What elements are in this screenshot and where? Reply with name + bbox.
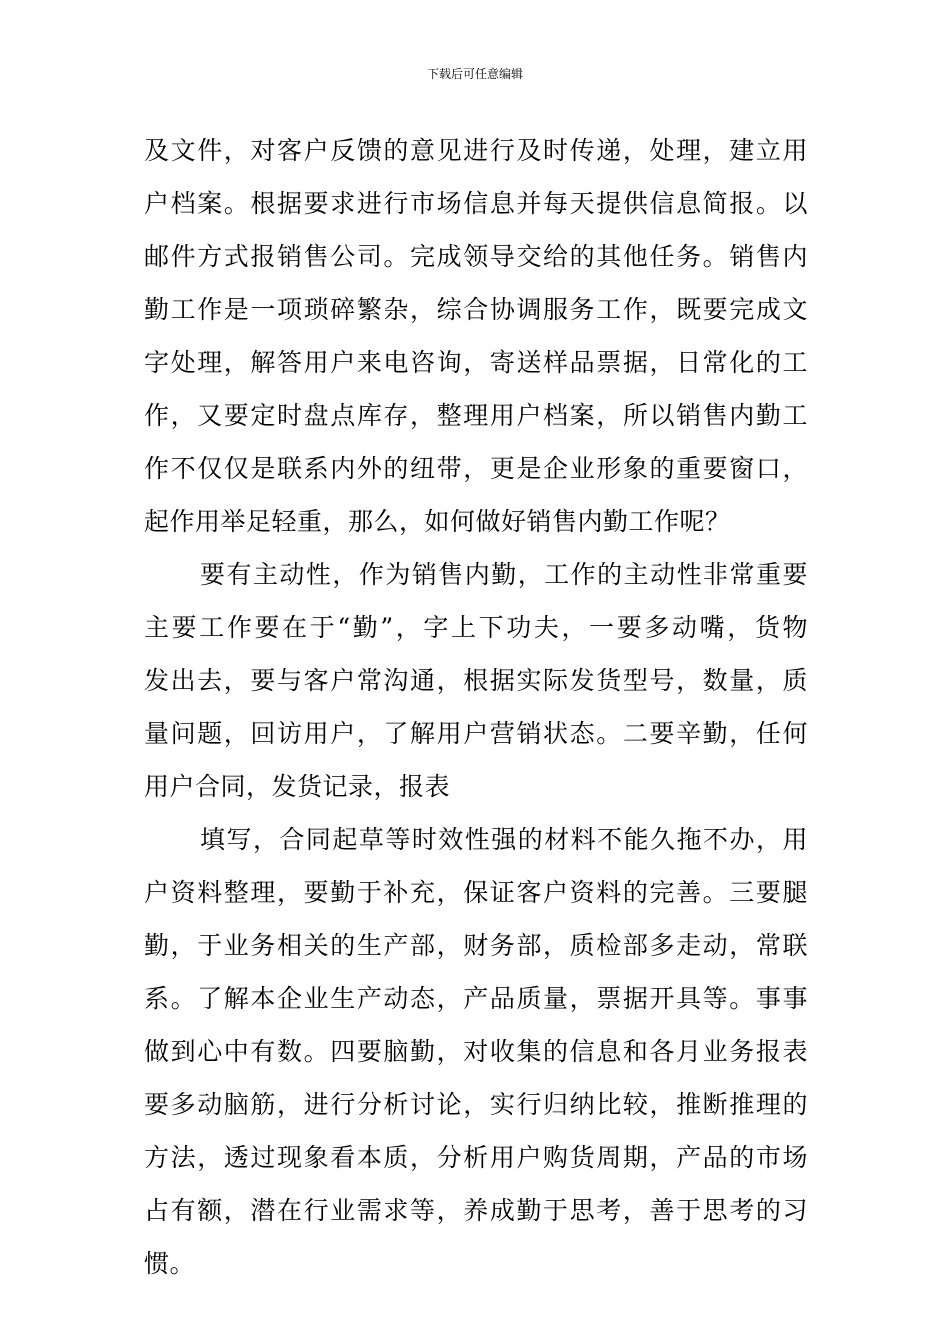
page-header: 下载后可任意编辑 — [426, 67, 523, 81]
text-line: 惯。 — [144, 1249, 196, 1278]
text-line: 要多动脑筋，进行分析讨论，实行归纳比较，推断推理的 — [144, 1090, 808, 1119]
text-line: 作，又要定时盘点库存，整理用户档案，所以销售内勤工 — [144, 401, 808, 430]
text-line: 邮件方式报销售公司。完成领导交给的其他任务。销售内 — [144, 242, 808, 271]
text-line: 填写，合同起草等时效性强的材料不能久拖不办，用 — [200, 825, 808, 854]
paragraph — [144, 813, 808, 1290]
text-line: 户档案。根据要求进行市场信息并每天提供信息简报。以 — [144, 189, 808, 218]
text-line: 勤工作是一项琐碎繁杂，综合协调服务工作，既要完成文 — [144, 295, 808, 324]
text-line: 主要工作要在于“勤”，字上下功夫，一要多动嘴，货物 — [144, 613, 808, 642]
text-line: 作不仅仅是联系内外的纽带，更是企业形象的重要窗口， — [144, 454, 808, 483]
paragraph — [144, 548, 808, 813]
text-line: 方法，透过现象看本质，分析用户购货周期，产品的市场 — [144, 1143, 808, 1172]
paragraph — [144, 124, 808, 548]
text-line: 用户合同，发货记录，报表 — [144, 772, 451, 801]
text-line: 要有主动性，作为销售内勤，工作的主动性非常重要 — [200, 560, 808, 589]
document-body — [144, 124, 808, 1290]
text-line: 发出去，要与客户常沟通，根据实际发货型号，数量，质 — [144, 666, 808, 695]
text-line: 量问题，回访用户，了解用户营销状态。二要辛勤，任何 — [144, 719, 808, 748]
text-line: 户资料整理，要勤于补充，保证客户资料的完善。三要腿 — [144, 878, 808, 907]
text-line: 占有额，潜在行业需求等，养成勤于思考，善于思考的习 — [144, 1196, 808, 1225]
text-line: 做到心中有数。四要脑勤，对收集的信息和各月业务报表 — [144, 1037, 808, 1066]
text-line: 字处理，解答用户来电咨询，寄送样品票据，日常化的工 — [144, 348, 808, 377]
text-line: 系。了解本企业生产动态，产品质量，票据开具等。事事 — [144, 984, 808, 1013]
text-line: 勤，于业务相关的生产部，财务部，质检部多走动，常联 — [144, 931, 808, 960]
text-line: 起作用举足轻重，那么，如何做好销售内勤工作呢？ — [144, 507, 731, 536]
text-line: 及文件，对客户反馈的意见进行及时传递，处理，建立用 — [144, 136, 808, 165]
